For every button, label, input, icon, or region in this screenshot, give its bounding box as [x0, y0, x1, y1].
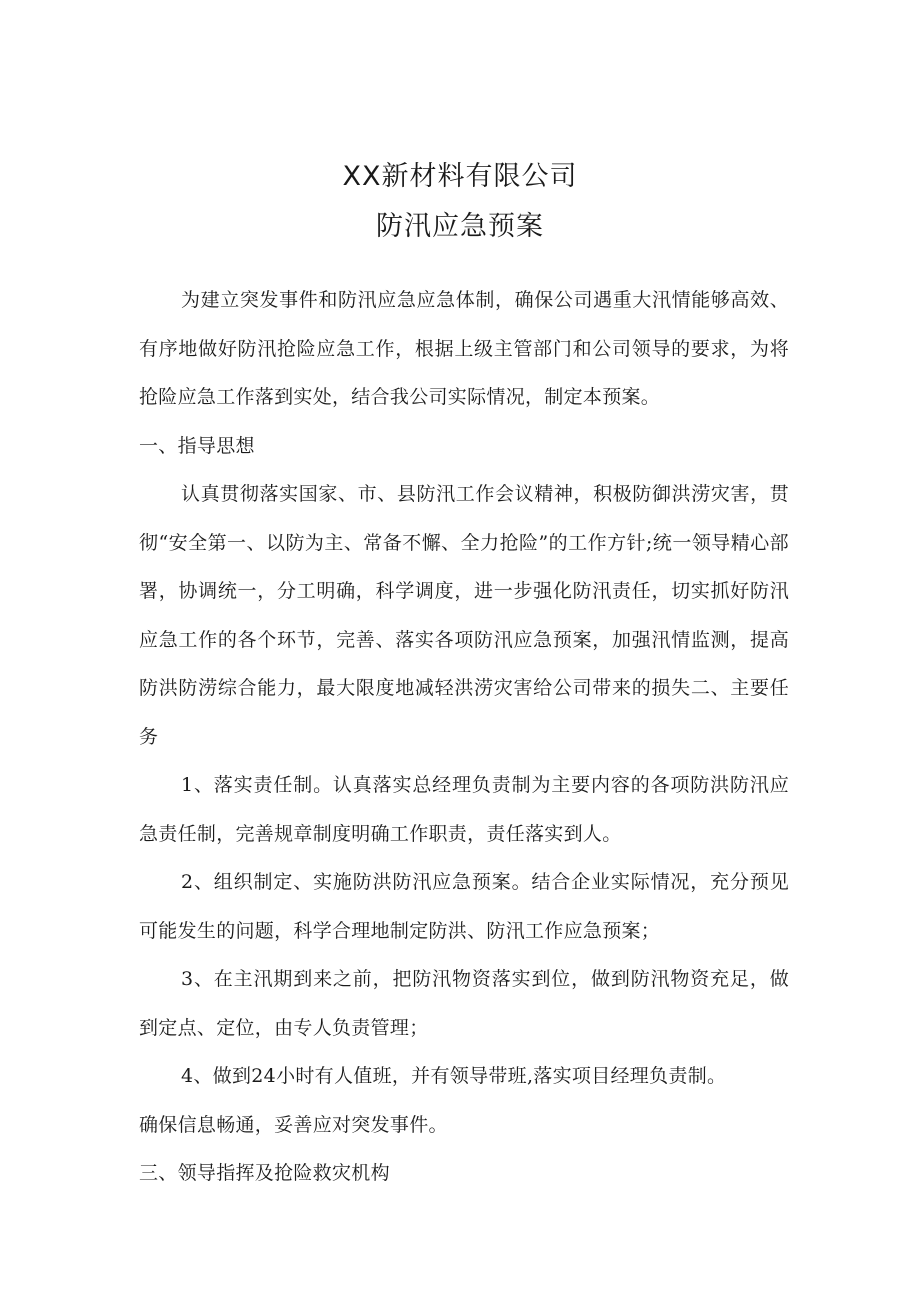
task-item-1: 1、落实责任制。认真落实总经理负责制为主要内容的各项防洪防汛应急责任制，完善规章制度明确工作职责，责任落实到人。: [139, 774, 789, 845]
section-heading-main-tasks: 二、主要任务: [139, 677, 789, 748]
task-item-4-continued: 确保信息畅通，妥善应对突发事件。: [139, 1113, 448, 1136]
task-item-4: 4、做到24小时有人值班，并有领导带班,落实项目经理负责制。: [181, 1065, 727, 1087]
section-heading-command-structure: 三、领导指挥及抢险救灾机构: [139, 1162, 390, 1184]
document-title-company: XX新材料有限公司: [342, 161, 578, 192]
title-block: [0, 152, 920, 252]
guiding-ideology-paragraph: [139, 470, 789, 761]
intro-paragraph: 为建立突发事件和防汛应急应急体制，确保公司遇重大汛情能够高效、有序地做好防汛抢险应急工作，根据上级主管部门和公司领导的要求，为将抢险应急工作落到实处，结合我公司实际情况，制定本预案。: [139, 289, 789, 408]
task-item-3: 3、在主汛期到来之前，把防汛物资落实到位，做到防汛物资充足，做到定点、定位，由专人负责管理；: [139, 968, 789, 1039]
guiding-ideology-text: 认真贯彻落实国家、市、县防汛工作会议精神，积极防御洪涝灾害，贯彻“安全第一、以防为主、常备不懈、全力抢险”的工作方针;统一领导精心部署，协调统一，分工明确，科学调度，进一步强化防汛责任，切实抓好防汛应急工作的各个环节，完善、落实各项防汛应急预案，加强汛情监测，提高防洪防涝综合能力，最大限度地减轻洪涝灾害给公司带来的损失: [139, 483, 789, 699]
section-heading-guiding-ideology: 一、指导思想: [139, 434, 255, 457]
task-item-2: 2、组织制定、实施防洪防汛应急预案。结合企业实际情况，充分预见可能发生的问题，科学合理地制定防洪、防汛工作应急预案；: [139, 871, 789, 942]
document-body: [139, 276, 789, 1198]
document-title-plan: 防汛应急预案: [376, 211, 544, 242]
